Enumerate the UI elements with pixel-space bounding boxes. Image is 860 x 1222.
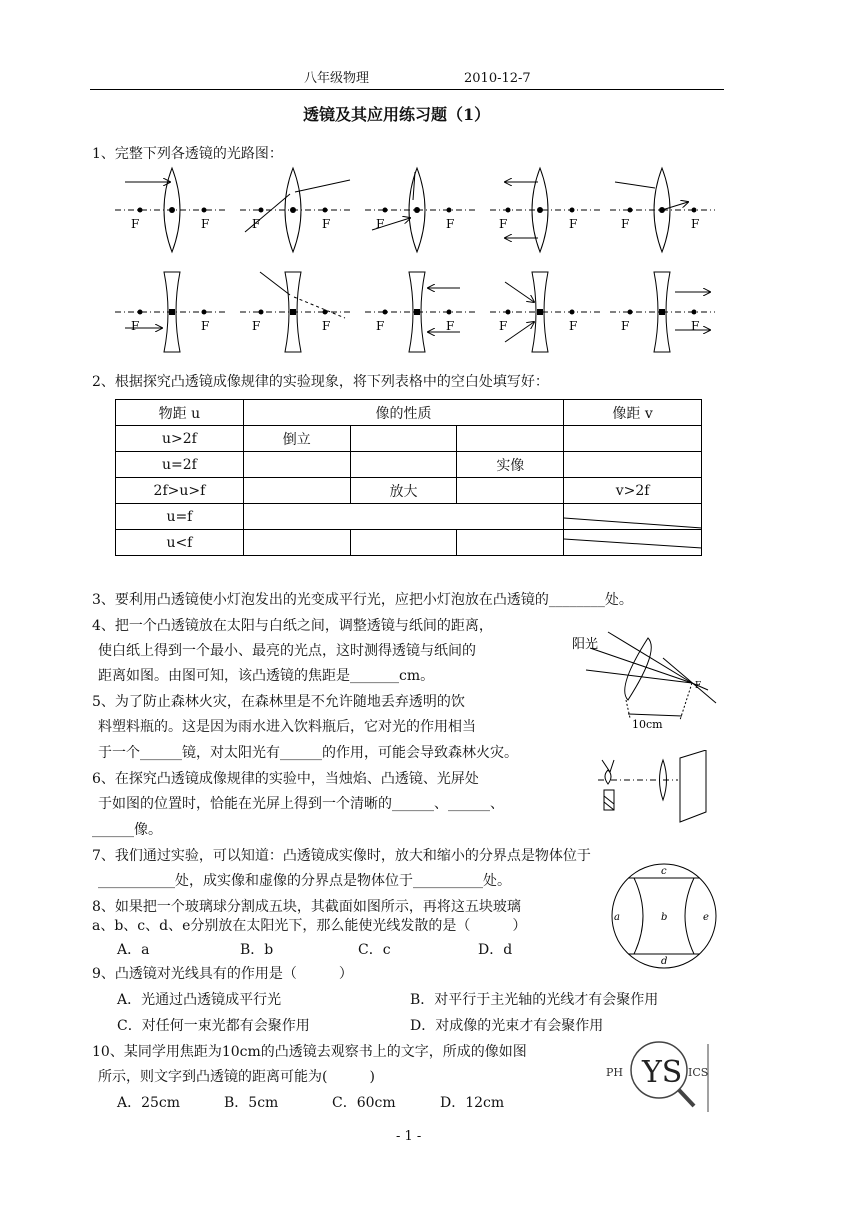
magnifier-text-right: ICS (688, 1066, 709, 1079)
header-rule (90, 89, 724, 90)
q1-lens-diagrams (110, 160, 720, 355)
q8-option-d: D．d (478, 942, 513, 958)
q7-line1: 7、我们通过实验，可以知道：凸透镜成实像时，放大和缩小的分界点是物体位于 (92, 848, 591, 864)
q5-line2: 料塑料瓶的。这是因为雨水进入饮料瓶后，它对光的作用相当 (98, 719, 476, 735)
diagonal-line (564, 504, 702, 529)
q5-line3: 于一个______镜，对太阳光有______的作用，可能会导致森林火灾。 (98, 745, 518, 761)
q8-line2: a、b、c、d、e分别放在太阳光下，那么能使光线发散的是（ ） (92, 918, 527, 934)
cell[interactable] (457, 426, 564, 452)
q8-option-a: A．a (117, 942, 150, 958)
piece-label-a: a (614, 912, 620, 923)
focus-f-label: F (691, 217, 700, 231)
table-row (116, 452, 702, 478)
focus-f-label: F (446, 319, 455, 333)
page-title: 透镜及其应用练习题（1） (303, 105, 491, 124)
cell[interactable] (243, 452, 350, 478)
q10-magnifier-figure (604, 1040, 716, 1116)
q7-line2: ___________处，成实像和虚像的分界点是物体位于__________处。 (98, 873, 511, 889)
distance-label: 10cm (632, 718, 663, 728)
table-row (116, 504, 702, 530)
q9-option-d: D．对成像的光束才有会聚作用 (410, 1018, 604, 1034)
piece-label-b: b (661, 912, 668, 923)
focus-f-label: F (376, 217, 385, 231)
cell-u: u=2f (116, 452, 244, 478)
cell-v-slashed (564, 504, 702, 530)
cell-v[interactable] (564, 452, 702, 478)
q2-text: 2、根据探究凸透镜成像规律的实验现象，将下列表格中的空白处填写好： (92, 374, 549, 390)
q1-text: 1、完整下列各透镜的光路图： (92, 146, 283, 162)
cell[interactable] (243, 530, 350, 556)
q9-option-b: B．对平行于主光轴的光线才有会聚作用 (410, 992, 659, 1008)
focus-f-label: F (446, 217, 455, 231)
cell: 实像 (457, 452, 564, 478)
q9-option-a: A．光通过凸透镜成平行光 (117, 992, 282, 1008)
focus-f-label: F (201, 217, 210, 231)
focus-f-label: F (201, 319, 210, 333)
cell-u: u<f (116, 530, 244, 556)
piece-label-d: d (661, 956, 668, 967)
magnifier-text-big: YS (642, 1055, 683, 1090)
q9-line1: 9、凸透镜对光线具有的作用是（ ） (92, 966, 353, 982)
cell-u: u>2f (116, 426, 244, 452)
magnifier-text-left: PH (606, 1066, 623, 1079)
header-image-nature: 像的性质 (243, 400, 563, 426)
cell-u: 2f>u>f (116, 478, 244, 504)
header-subject: 八年级物理 (304, 71, 370, 86)
focus-f-label: F (322, 217, 331, 231)
q10-option-a: A．25cm (117, 1095, 181, 1111)
sun-label: 阳光 (572, 637, 599, 652)
q2-table (115, 399, 702, 556)
q5-line1: 5、为了防止森林火灾，在森林里是不允许随地丢弃透明的饮 (92, 694, 465, 710)
focus-f-label: F (569, 217, 578, 231)
piece-label-e: e (703, 912, 709, 923)
cell[interactable] (243, 478, 350, 504)
q8-glass-ball-figure (604, 862, 722, 972)
focus-f-label: F (376, 319, 385, 333)
q6-line3: ______像。 (92, 822, 162, 838)
focus-f-label: F (691, 319, 700, 333)
diagonal-line (564, 530, 702, 555)
q10-option-d: D．12cm (440, 1095, 505, 1111)
cell[interactable] (457, 530, 564, 556)
focus-f-label: F (322, 319, 331, 333)
focus-f-label: F (252, 217, 261, 231)
cell[interactable] (350, 530, 457, 556)
table-row (116, 530, 702, 556)
q4-line2: 使白纸上得到一个最小、最亮的光点，这时测得透镜与纸间的 (98, 643, 476, 659)
q9-option-c: C．对任何一束光都有会聚作用 (117, 1018, 310, 1034)
focus-f-label: F (131, 217, 140, 231)
cell[interactable] (350, 452, 457, 478)
focus-label: F (695, 681, 702, 691)
focus-f-label: F (252, 319, 261, 333)
cell-v[interactable] (564, 426, 702, 452)
q10-line2: 所示，则文字到凸透镜的距离可能为( ) (98, 1069, 375, 1085)
q6-line2: 于如图的位置时，恰能在光屏上得到一个清晰的______、______、 (98, 796, 504, 812)
piece-label-c: c (661, 866, 667, 877)
q8-line1: 8、如果把一个玻璃球分割成五块，其截面如图所示，再将这五块玻璃 (92, 899, 521, 915)
page-number: - 1 - (396, 1129, 422, 1144)
table-row (116, 426, 702, 452)
header-object-distance: 物距 u (116, 400, 244, 426)
focus-f-label: F (621, 319, 630, 333)
cell[interactable] (350, 426, 457, 452)
cell[interactable] (457, 478, 564, 504)
focus-f-label: F (621, 217, 630, 231)
cell-v-slashed (564, 530, 702, 556)
focus-f-label: F (131, 319, 140, 333)
cell-merged[interactable] (243, 504, 563, 530)
q6-candle-lens-screen-figure (598, 750, 718, 830)
q4-sun-lens-figure (568, 628, 720, 728)
q8-option-c: C．c (358, 942, 391, 958)
table-row (116, 478, 702, 504)
cell-v: v>2f (564, 478, 702, 504)
q4-line3: 距离如图。由图可知，该凸透镜的焦距是_______cm。 (98, 668, 435, 684)
q4-line1: 4、把一个凸透镜放在太阳与白纸之间，调整透镜与纸间的距离， (92, 618, 493, 634)
header-date: 2010-12-7 (464, 71, 531, 86)
cell-u: u=f (116, 504, 244, 530)
focus-f-label: F (499, 319, 508, 333)
header-image-distance: 像距 v (564, 400, 702, 426)
q8-option-b: B．b (240, 942, 274, 958)
q10-option-c: C．60cm (332, 1095, 396, 1111)
q3-line1: 3、要利用凸透镜使小灯泡发出的光变成平行光，应把小灯泡放在凸透镜的________处。 (92, 592, 633, 608)
q10-option-b: B．5cm (224, 1095, 279, 1111)
focus-f-label: F (569, 319, 578, 333)
cell: 放大 (350, 478, 457, 504)
focus-f-label: F (499, 217, 508, 231)
q10-line1: 10、某同学用焦距为10cm的凸透镜去观察书上的文字，所成的像如图 (92, 1044, 527, 1060)
cell[interactable]: 倒立 (243, 426, 350, 452)
q6-line1: 6、在探究凸透镜成像规律的实验中，当烛焰、凸透镜、光屏处 (92, 771, 479, 787)
table-header-row (116, 400, 702, 426)
